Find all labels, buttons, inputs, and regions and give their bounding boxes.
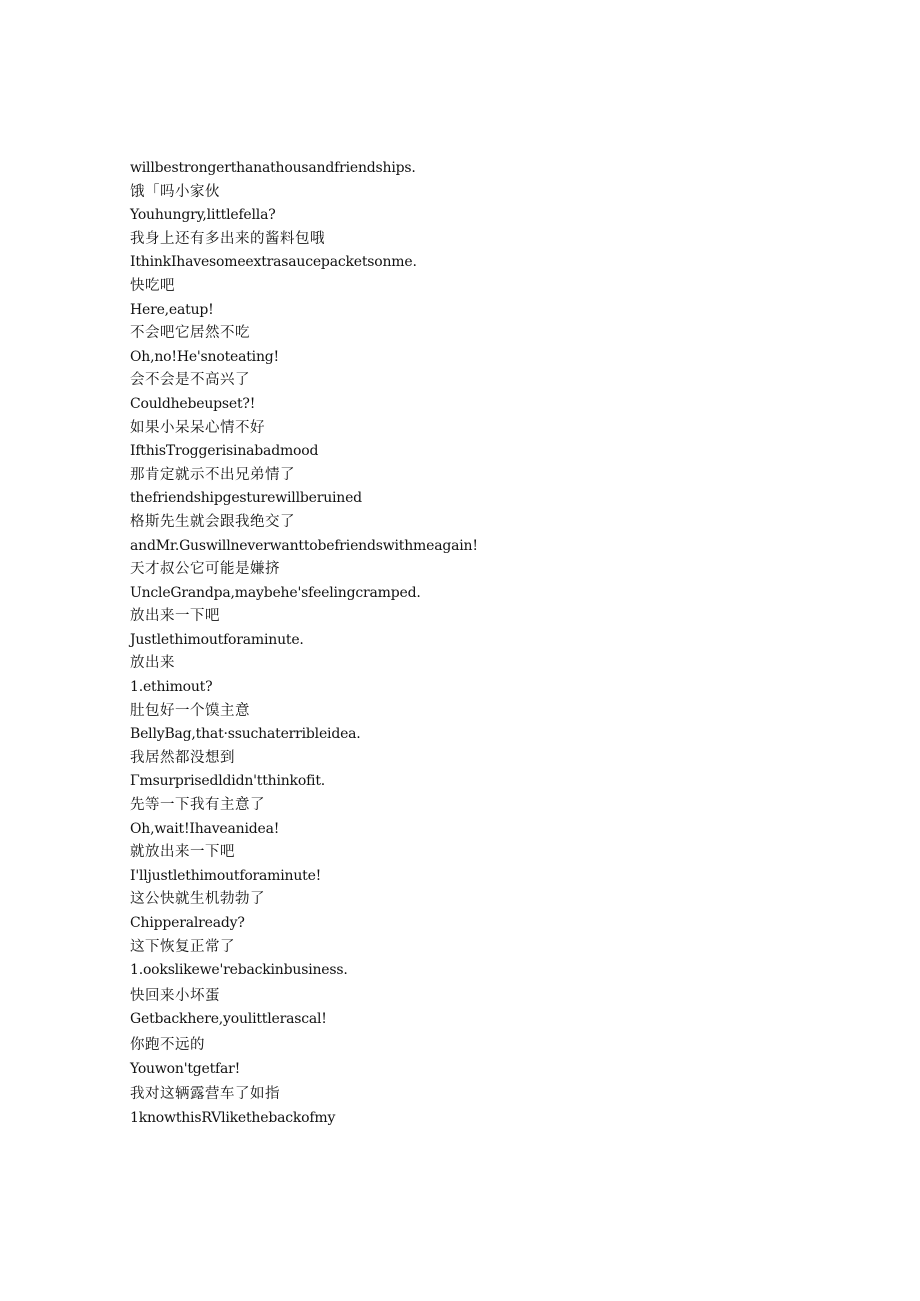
text-line: willbestrongerthanathousandfriendships. — [130, 160, 416, 176]
text-line: thefriendshipgesturewillberuined — [130, 490, 362, 507]
text-line: Couldhebeupset?! — [130, 395, 256, 412]
text-line: 这下恢复正常了 — [130, 938, 235, 955]
text-line: Youwon'tgetfar! — [130, 1060, 241, 1077]
text-line: 会不会是不高兴了 — [130, 372, 250, 389]
text-line: IthinkIhavesomeextrasaucepacketsonme. — [130, 254, 417, 271]
text-line: 你跑不远的 — [130, 1036, 205, 1053]
text-line: Here,eatup! — [130, 301, 214, 318]
text-line: 我居然都没想到 — [130, 749, 235, 766]
text-line: 快吃吧 — [130, 277, 175, 294]
text-line: BellyBag,that·ssuchaterribleidea. — [130, 726, 361, 743]
text-line: 1.ookslikewe'rebackinbusiness. — [130, 962, 348, 979]
text-line: UncleGrandpa,maybehe'sfeelingcramped. — [130, 584, 421, 601]
text-line: 快回来小坏蛋 — [130, 987, 220, 1004]
text-line: 先等一下我有主意了 — [130, 797, 265, 814]
text-line: 就放出来一下吧 — [130, 844, 235, 861]
text-line: 我身上还有多出来的酱料包哦 — [130, 230, 325, 247]
text-line: 如果小呆呆心情不好 — [130, 419, 265, 436]
text-line: 那肯定就示不出兄弟情了 — [130, 466, 295, 483]
text-line: 肚包好一个馍主意 — [130, 702, 250, 719]
text-line: andMr.Guswillneverwanttobefriendswithmeagain! — [130, 537, 478, 554]
text-line: I'lljustlethimoutforaminute! — [130, 867, 322, 884]
text-line: IfthisTroggerisinabadmood — [130, 443, 319, 460]
text-line: 不会吧它居然不吃 — [130, 325, 250, 342]
subtitle-lines — [130, 157, 850, 1130]
text-line: 这公快就生机勃勃了 — [130, 891, 265, 908]
text-line: Oh,wait!Ihaveanidea! — [130, 820, 280, 837]
text-line: 1.ethimout? — [130, 679, 213, 696]
text-line: 放出来 — [130, 655, 175, 672]
text-line: Youhungry,littlefella? — [130, 207, 276, 224]
text-line: 饿「吗小家伙 — [130, 183, 220, 200]
text-line: Justlethimoutforaminute. — [130, 631, 304, 648]
text-line: 天才叔公它可能是嫌挤 — [130, 561, 280, 578]
text-line: Getbackhere,youlittlerascal! — [130, 1011, 327, 1028]
text-line: Chipperalready? — [130, 915, 245, 931]
text-line: 格斯先生就会跟我绝交了 — [130, 513, 295, 530]
text-line: Oh,no!He'snoteating! — [130, 348, 279, 365]
text-line: 1knowthisRVlikethebackofmy — [130, 1109, 336, 1126]
text-line: Γmsurprisedldidn'tthinkofit. — [130, 773, 326, 790]
text-line: 放出来一下吧 — [130, 608, 220, 625]
text-line: 我对这辆露营车了如指 — [130, 1086, 280, 1103]
